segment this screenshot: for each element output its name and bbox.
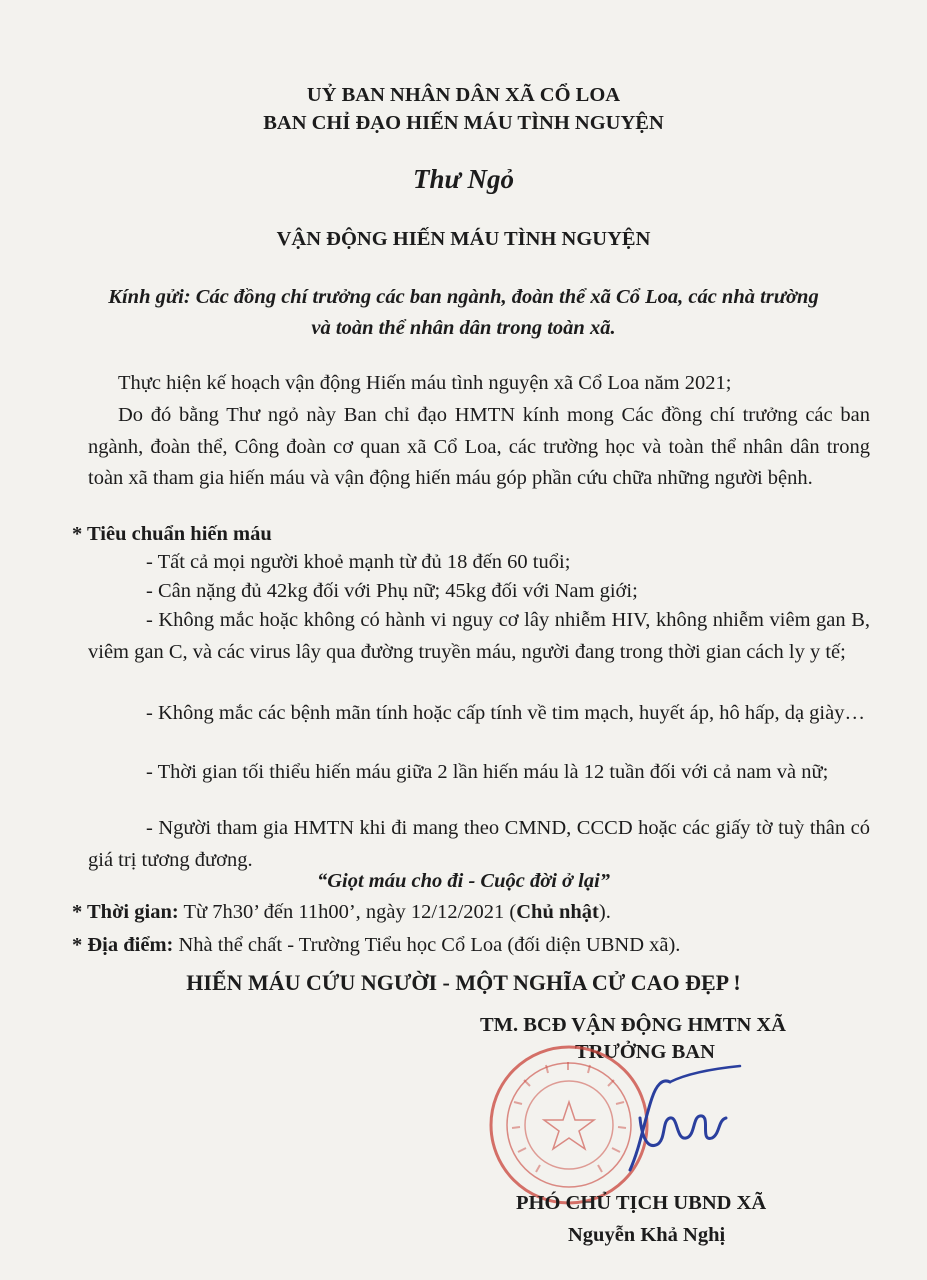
committee-name: BAN CHỈ ĐẠO HIẾN MÁU TÌNH NGUYỆN [263, 112, 664, 134]
criteria-heading: * Tiêu chuẩn hiến máu [72, 523, 272, 545]
event-time-label: * Thời gian: [72, 901, 179, 923]
document-subject: VẬN ĐỘNG HIẾN MÁU TÌNH NGUYỆN [276, 228, 651, 250]
event-time-value: Từ 7h30’ đến 11h00’, ngày 12/12/2021 ( [178, 901, 517, 923]
event-place [72, 934, 680, 957]
document-title: Thư Ngỏ [413, 164, 514, 194]
criteria-item: - Không mắc các bệnh mãn tính hoặc cấp tính về tim mạch, huyết áp, hô hấp, dạ giày… [146, 702, 865, 724]
criteria-item: - Không mắc hoặc không có hành vi nguy cơ lây nhiễm HIV, không nhiễm viêm gan B, viêm gan C, và các virus lây qua đường truyền máu, người đang trong thời gian cách ly y tế; [88, 609, 870, 663]
body-paragraph-2 [88, 400, 870, 495]
slogan-quote: “Giọt máu cho đi - Cuộc đời ở lại” [316, 870, 611, 892]
handwritten-signature [600, 1058, 760, 1178]
event-place-label: * Địa điểm: [72, 934, 174, 956]
recipient-line-2: và toàn thể nhân dân trong toàn xã. [311, 317, 616, 339]
body-paragraph-1: Thực hiện kế hoạch vận động Hiến máu tình nguyện xã Cổ Loa năm 2021; [118, 372, 732, 394]
signature-title: TM. BCĐ VẬN ĐỘNG HMTN XÃ [480, 1014, 786, 1036]
event-time [72, 901, 611, 924]
criteria-item: - Người tham gia HMTN khi đi mang theo CMND, CCCD hoặc các giấy tờ tuỳ thân có giá trị tương đương. [88, 817, 870, 871]
recipient-line-1: Kính gửi: Các đồng chí trưởng các ban ngành, đoàn thể xã Cổ Loa, các nhà trường [108, 286, 819, 308]
criteria-item: - Cân nặng đủ 42kg đối với Phụ nữ; 45kg đối với Nam giới; [146, 580, 638, 602]
signer-name: Nguyễn Khả Nghị [568, 1224, 726, 1246]
criteria-item: - Thời gian tối thiểu hiến máu giữa 2 lần hiến máu là 12 tuần đối với cả nam và nữ; [146, 761, 829, 783]
criteria-item: - Tất cả mọi người khoẻ mạnh từ đủ 18 đến 60 tuổi; [146, 551, 571, 573]
signature-role: TRƯỞNG BAN [575, 1041, 715, 1063]
event-place-value: Nhà thể chất - Trường Tiểu học Cổ Loa (đối diện UBND xã). [173, 934, 681, 956]
org-name: UỶ BAN NHÂN DÂN XÃ CỔ LOA [306, 84, 621, 106]
body-paragraph-2-first: Do đó bằng Thư ngỏ này Ban chỉ đạo HMTN kính mong Các đồng chí trưởng các [118, 404, 833, 426]
closing-slogan: HIẾN MÁU CỨU NGƯỜI - MỘT NGHĨA CỬ CAO ĐẸP ! [186, 970, 741, 995]
signer-position: PHÓ CHỦ TỊCH UBND XÃ [516, 1192, 767, 1214]
event-time-close: ). [598, 901, 611, 923]
body-paragraph-2-rest: ban ngành, đoàn thể, Công đoàn cơ quan xã Cổ Loa, các trường học và toàn thể nhân dân trong toàn xã tham gia hiến máu và vận động hiến máu góp phần cứu chữa những người bệnh. [88, 404, 871, 489]
event-day: Chủ nhật [516, 901, 599, 923]
